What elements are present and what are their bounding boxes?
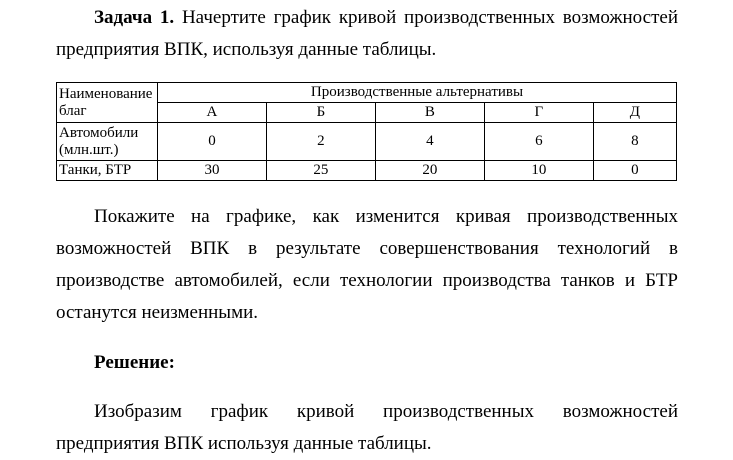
table-cell: 4 [375,123,484,161]
solution-line-1: Изобразим график кривой производственных возможностей [94,401,678,422]
task-line-2: предприятия ВПК, используя данные таблицы. [56,39,437,60]
group-header-cell: Производственные альтернативы [158,83,677,103]
table-cell: 0 [158,123,267,161]
question-line-3: производстве автомобилей, если технологии производства танков и БТР [56,270,678,291]
column-header: Д [593,103,676,123]
table-cell: 20 [375,161,484,181]
solution-line-2: предприятия ВПК используя данные таблицы. [56,433,432,454]
corner-header-cell [57,83,158,123]
table-cell: 2 [266,123,375,161]
corner-header-line-1: Наименование [59,85,153,102]
task-line-1 [56,2,678,34]
table-row [57,161,677,181]
row-name-cell: Танки, БТР [57,161,158,181]
table-header-row [57,83,677,103]
column-header: Г [484,103,593,123]
table-cell: 0 [593,161,676,181]
table-cell: 6 [484,123,593,161]
column-header: В [375,103,484,123]
row-name-line-1: Автомобили [59,124,139,141]
row-name-line-2: (млн.шт.) [59,141,119,158]
row-name-cell [57,123,158,161]
task-title: Задача 1. [94,7,175,28]
table-cell: 25 [266,161,375,181]
question-paragraph [56,201,678,329]
alternatives-table [56,82,677,181]
table-row [57,123,677,161]
column-header: А [158,103,267,123]
question-line-2: возможностей ВПК в результате совершенствования технологий в [56,238,678,259]
task-paragraph [56,2,678,66]
table-cell: 30 [158,161,267,181]
table-cell: 8 [593,123,676,161]
question-line-4: останутся неизменными. [56,302,259,323]
task-text: Начертите график кривой производственных возможностей [181,7,678,28]
question-line-1: Покажите на графике, как изменится кривая производственных [94,206,678,227]
table-cell: 10 [484,161,593,181]
solution-heading: Решение: [94,352,175,373]
column-header: Б [266,103,375,123]
solution-paragraph [56,396,678,460]
corner-header-line-2: благ [59,102,87,119]
